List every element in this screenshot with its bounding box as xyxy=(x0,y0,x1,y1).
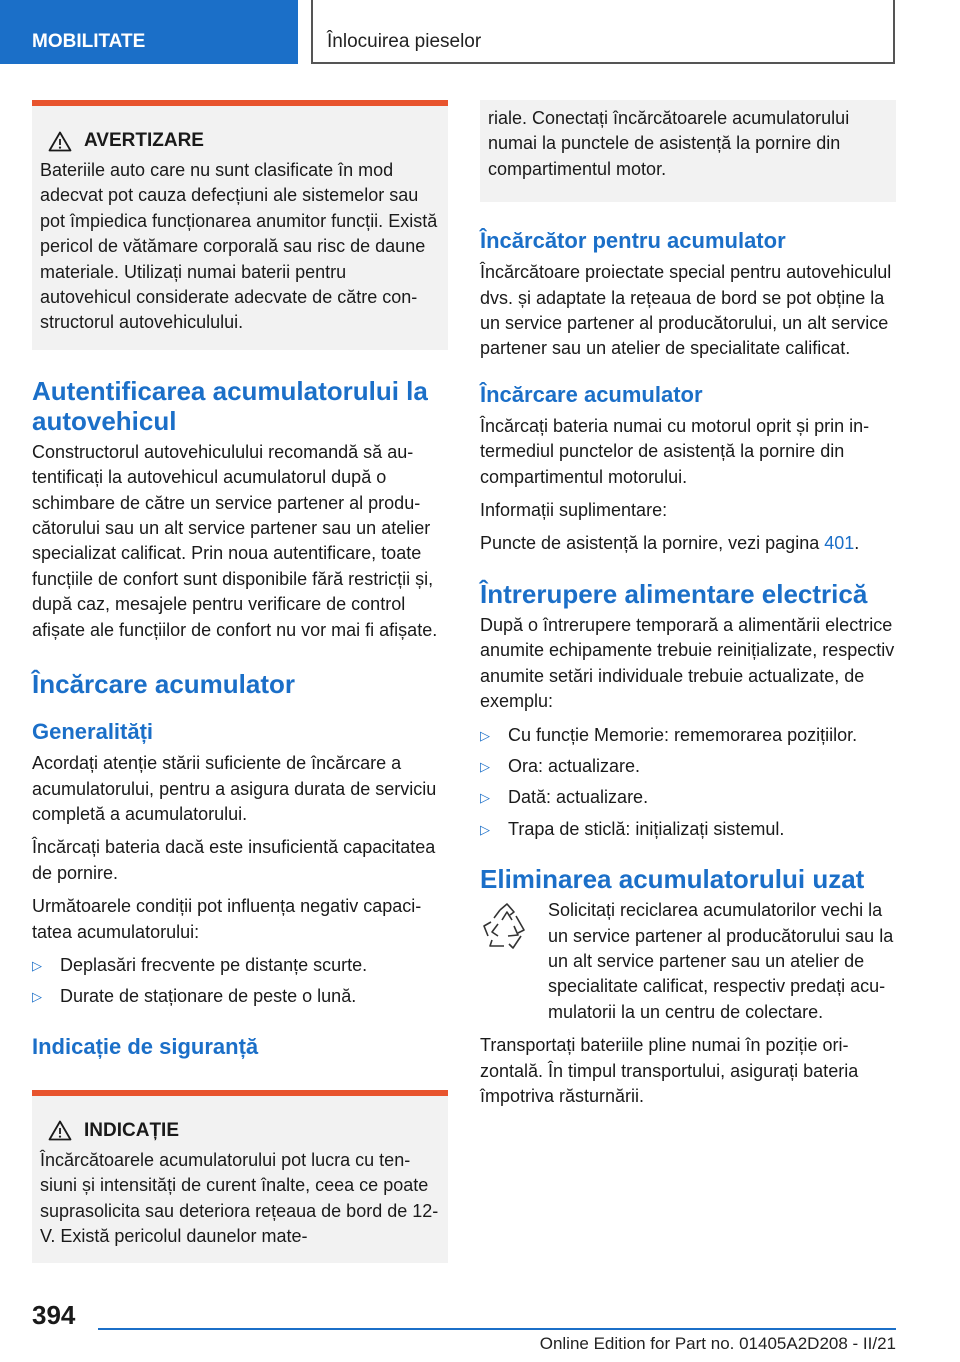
auth-paragraph: Constructorul autovehiculului recomandă să autentificați la autovehicul acumulatorul după o schimbare de către un service partener al producătorului sau un alt service partener sau un atelier specializat calificat. Prin noua autentificare, toate funcțiile de confort sunt disponibile fără restricții și, după caz, mesajele pentru verificare de control afișate ale funcțiilor de confort nu vor mai fi afișate. xyxy=(32,441,438,640)
bullet-triangle-icon: ▷ xyxy=(480,758,490,774)
list-item xyxy=(32,953,448,978)
list-item-text: Deplasări frecvente pe distanțe scurte. xyxy=(60,954,368,975)
list-item xyxy=(480,817,896,842)
list-item xyxy=(480,785,896,810)
bullet-triangle-icon: ▷ xyxy=(32,989,42,1005)
disposal-paragraph: Solicitați reciclarea acumulatorilor vechi la un service partener al producătorului sau la un alt service partener sau un atelier de specialitate calificat, respectiv predați acumulatorii la un centru de colectare. xyxy=(548,900,894,1022)
list-item-text: Trapa de sticlă: inițializați sistemul. xyxy=(508,818,785,839)
charge2-heading: Încărcare acumulator xyxy=(480,381,703,407)
page-link[interactable]: 401 xyxy=(824,533,855,554)
general-paragraph-1: Acordați atenție stării suficiente de încărcare a acumulatorului, pentru a asigura durata de serviciu completă a acumulatorului. xyxy=(32,753,437,824)
disposal-block xyxy=(480,898,896,1033)
notice-box-continued xyxy=(480,100,896,202)
list-item xyxy=(32,984,448,1009)
warning-heading xyxy=(40,130,440,152)
safety-subheading: Indicație de siguranță xyxy=(32,1033,259,1059)
bullet-triangle-icon: ▷ xyxy=(32,957,42,973)
notice-title: INDICAȚIE xyxy=(84,1119,179,1141)
power-paragraph: După o întrerupere temporară a alimentării electrice anumite echipamente trebuie reinițializate, respectiv anumite setări individuale trebuie actualizate, de exemplu: xyxy=(480,614,895,712)
disposal-heading: Eliminarea acumulatorului uzat xyxy=(480,864,865,895)
general-paragraph-2: Încărcați bateria dacă este insuficientă capacitatea de pornire. xyxy=(32,837,436,883)
warning-title: AVERTIZARE xyxy=(84,130,204,151)
bullet-triangle-icon: ▷ xyxy=(480,790,490,806)
auth-heading: Autentificarea acumulatorului la autovehicul xyxy=(32,375,428,436)
notice-box xyxy=(32,1090,448,1264)
bullet-triangle-icon: ▷ xyxy=(480,821,490,837)
page-number: 394 xyxy=(32,1300,76,1330)
recycle-icon xyxy=(480,902,534,952)
reference-text: Puncte de asistență la pornire, vezi pagina xyxy=(480,533,820,554)
reference-line xyxy=(480,531,896,556)
power-heading: Întrerupere alimentare electrică xyxy=(480,578,868,609)
right-column xyxy=(480,100,896,1117)
list-item-text: Ora: actualizare. xyxy=(508,755,641,776)
notice-text: Încărcătoarele acumulatorului pot lucra cu tensiuni și intensități de curent înalte, ceea ce poate suprasolicita sau deteriora rețeaua de bord de 12-V. Există pericolul daunelor mate- xyxy=(40,1149,439,1246)
warning-box xyxy=(32,100,448,350)
charger-paragraph: Încărcătoare proiectate special pentru autovehiculul dvs. și adaptate la rețeaua de bord se pot obține la un service partener al producătorului, un alt service partener sau un atelier de specialitate calificat. xyxy=(480,262,892,359)
warning-text: Bateriile auto care nu sunt clasificate în mod adecvat pot cauza defecțiuni ale sistemelor sau pot împiedica funcționarea anumitor funcții. Există pericol de vătămare corporală sau risc de daune materiale. Utilizați numai baterii pentru autovehicul considerate adecvate de către constructorul autovehiculului. xyxy=(40,160,438,333)
left-column xyxy=(32,100,448,1263)
warning-triangle-icon xyxy=(48,1120,72,1141)
list-item-text: Cu funcție Memorie: rememorarea pozițiilor. xyxy=(508,724,858,745)
footer-edition: Online Edition for Part no. 01405A2D208 - II/21 xyxy=(539,1334,896,1353)
bullet-triangle-icon: ▷ xyxy=(480,727,490,743)
section-tab: MOBILITATE xyxy=(0,0,298,64)
charge2-paragraph: Încărcați bateria numai cu motorul oprit și prin intermediul punctelor de asistență la pornire din compartimentul motorului. xyxy=(480,415,870,487)
list-item-text: Dată: actualizare. xyxy=(508,787,649,808)
notice-heading xyxy=(40,1120,440,1142)
more-info-label: Informații suplimentare: xyxy=(480,500,668,521)
charger-heading: Încărcător pentru acumulator xyxy=(480,228,786,254)
list-item xyxy=(480,723,896,748)
list-item xyxy=(480,754,896,779)
chapter-title: Înlocuirea pieselor xyxy=(311,0,895,64)
general-paragraph-3: Următoarele condiții pot influența negativ capacitatea acumulatorului: xyxy=(32,896,422,942)
general-subheading: Generalități xyxy=(32,719,154,745)
charge-heading: Încărcare acumulator xyxy=(32,669,296,700)
warning-triangle-icon xyxy=(48,131,72,152)
list-item-text: Durate de staționare de peste o lună. xyxy=(60,986,357,1007)
footer-divider xyxy=(98,1328,896,1330)
reference-end: . xyxy=(854,533,860,554)
transport-paragraph: Transportați bateriile pline numai în poziție orizontală. În timpul transportului, asigurați bateria împotriva răsturnării. xyxy=(480,1035,859,1106)
notice-continued-text: riale. Conectați încărcătoarele acumulatorului numai la punctele de asistență la pornire din compartimentul motor. xyxy=(488,108,850,179)
